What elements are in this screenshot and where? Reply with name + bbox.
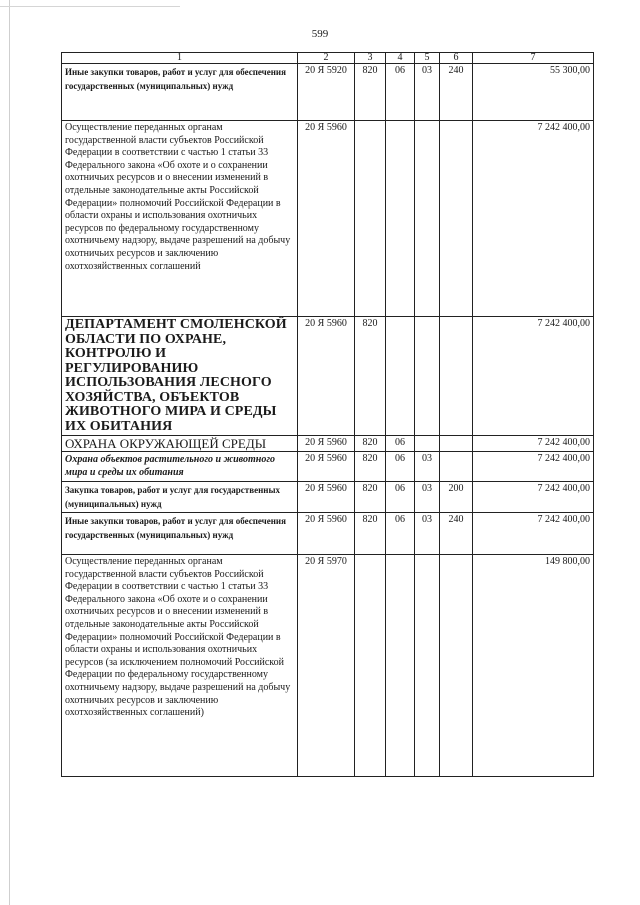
table-row [62,64,594,121]
table-row [62,513,594,555]
row-ministry-code: 820 [355,317,386,436]
row-expense-type: 200 [440,482,473,513]
row-ministry-code: 820 [355,452,386,482]
row-ministry-code: 820 [355,513,386,555]
row-target-code: 20 Я 5960 [298,121,355,317]
header-cell-6: 6 [440,53,473,64]
row-section-code: 06 [386,482,415,513]
scan-top-line [0,6,180,7]
header-cell-7: 7 [473,53,594,64]
row-name: Охрана объектов растительного и животного мира и среды их обитания [62,452,298,482]
row-subsection-code [415,317,440,436]
row-amount: 7 242 400,00 [473,436,594,452]
row-expense-type [440,555,473,777]
row-subsection-code [415,436,440,452]
table-row [62,482,594,513]
row-expense-type [440,452,473,482]
row-section-code: 06 [386,452,415,482]
header-row [62,53,594,64]
row-subsection-code: 03 [415,513,440,555]
row-name: Закупка товаров, работ и услуг для государственных (муниципальных) нужд [62,482,298,513]
row-target-code: 20 Я 5920 [298,64,355,121]
row-section-code [386,121,415,317]
row-ministry-code: 820 [355,436,386,452]
row-name: Иные закупки товаров, работ и услуг для обеспечения государственных (муниципальных) нужд [62,513,298,555]
row-subsection-code [415,121,440,317]
row-section-code [386,317,415,436]
table-row [62,452,594,482]
budget-table [61,52,594,777]
row-amount: 7 242 400,00 [473,482,594,513]
row-subsection-code: 03 [415,64,440,121]
header-cell-2: 2 [298,53,355,64]
header-cell-4: 4 [386,53,415,64]
row-name: ДЕПАРТАМЕНТ СМОЛЕНСКОЙ ОБЛАСТИ ПО ОХРАНЕ, КОНТРОЛЮ И РЕГУЛИРОВАНИЮ ИСПОЛЬЗОВАНИЯ ЛЕСНОГО ХОЗЯЙСТВА, ОБЪЕКТОВ ЖИВОТНОГО МИРА И СРЕДЫ ИХ ОБИТАНИЯ [62,317,298,436]
row-ministry-code [355,555,386,777]
row-amount: 149 800,00 [473,555,594,777]
table-row [62,555,594,777]
row-section-code: 06 [386,64,415,121]
page-number: 599 [311,28,329,40]
row-amount: 7 242 400,00 [473,121,594,317]
row-expense-type [440,121,473,317]
row-expense-type: 240 [440,513,473,555]
header-cell-3: 3 [355,53,386,64]
row-name: Иные закупки товаров, работ и услуг для обеспечения государственных (муниципальных) нужд [62,64,298,121]
row-target-code: 20 Я 5960 [298,482,355,513]
row-target-code: 20 Я 5960 [298,317,355,436]
row-subsection-code: 03 [415,452,440,482]
row-ministry-code [355,121,386,317]
table-row [62,317,594,436]
row-name: ОХРАНА ОКРУЖАЮЩЕЙ СРЕДЫ [62,436,298,452]
row-target-code: 20 Я 5960 [298,436,355,452]
row-expense-type [440,436,473,452]
row-target-code: 20 Я 5960 [298,452,355,482]
header-cell-1: 1 [62,53,298,64]
table-row [62,436,594,452]
row-amount: 7 242 400,00 [473,452,594,482]
row-expense-type [440,317,473,436]
row-section-code: 06 [386,513,415,555]
row-amount: 7 242 400,00 [473,513,594,555]
row-amount: 7 242 400,00 [473,317,594,436]
row-subsection-code: 03 [415,482,440,513]
table-row [62,121,594,317]
header-cell-5: 5 [415,53,440,64]
row-target-code: 20 Я 5960 [298,513,355,555]
row-target-code: 20 Я 5970 [298,555,355,777]
row-section-code: 06 [386,436,415,452]
row-ministry-code: 820 [355,64,386,121]
scan-edge-line [9,0,10,905]
row-amount: 55 300,00 [473,64,594,121]
row-subsection-code [415,555,440,777]
row-name: Осуществление переданных органам государственной власти субъектов Российской Федерации в соответствии с частью 1 статьи 33 Федерального закона «Об охоте и о сохранении охотничьих ресурсов и о внесении изменений в отдельные законодательные акты Российской Федерации» полномочий Российской Федерации в области охраны и использования охотничьих ресурсов по федеральному государственному охотничьему надзору, выдаче разрешений на добычу охотничьих ресурсов и заключению охотхозяйственных соглашений [62,121,298,317]
row-expense-type: 240 [440,64,473,121]
row-name: Осуществление переданных органам государственной власти субъектов Российской Федерации в соответствии с частью 1 статьи 33 Федерального закона «Об охоте и о сохранении охотничьих ресурсов и о внесении изменений в отдельные законодательные акты Российской Федерации» полномочий Российской Федерации в области охраны и использования охотничьих ресурсов (за исключением полномочий Российской Федерации по федеральному государственному охотничьему надзору, выдаче разрешений на добычу охотничьих ресурсов и заключению охотхозяйственных соглашений) [62,555,298,777]
row-ministry-code: 820 [355,482,386,513]
row-section-code [386,555,415,777]
